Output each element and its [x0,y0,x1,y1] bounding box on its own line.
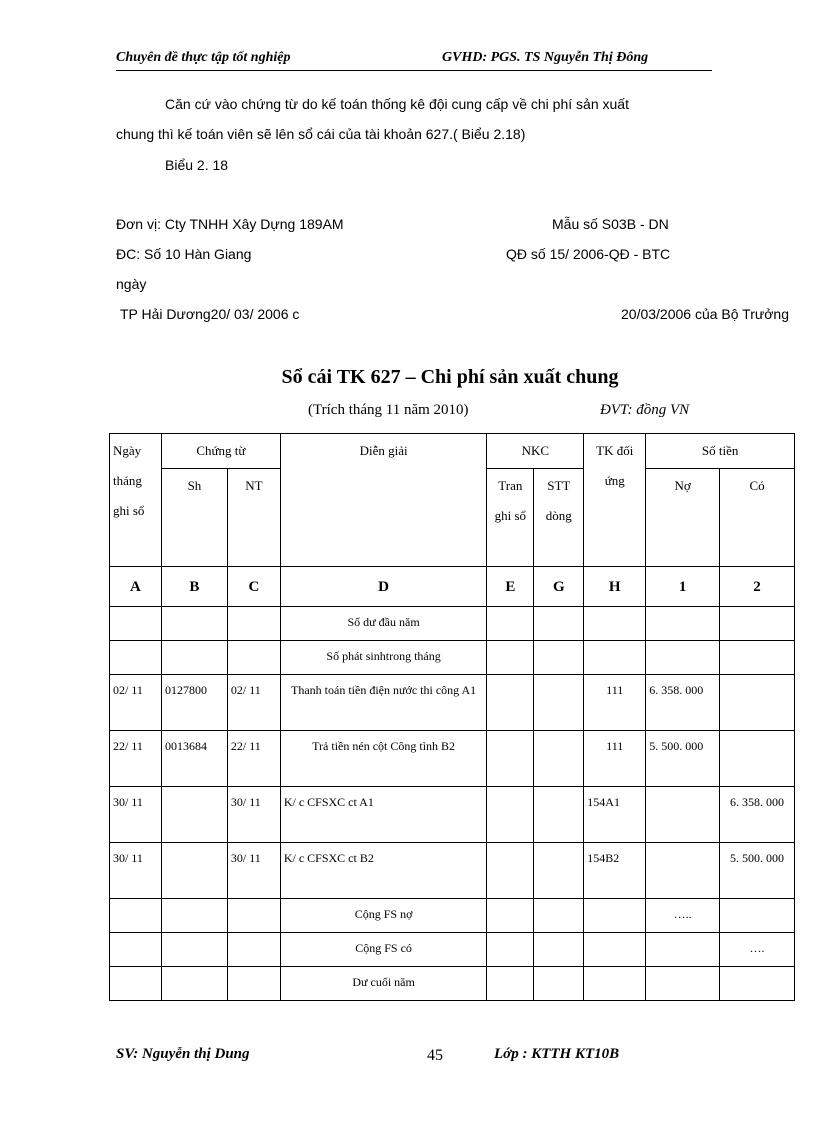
cell-debit [646,641,720,675]
cell-page [487,731,534,787]
decision-number: QĐ số 15/ 2006-QĐ - BTC [506,246,671,262]
page-header [116,48,712,71]
cell-date [110,899,162,933]
ledger-table [109,433,795,1001]
cell-debit [646,843,720,899]
cell-date: 02/ 11 [110,675,162,731]
code-d: D [280,567,487,607]
cell-line [534,843,584,899]
cell-date [110,641,162,675]
col-debit-header: Nợ [646,469,720,567]
cell-sh [161,899,227,933]
page-number: 45 [427,1047,443,1064]
cell-date: 30/ 11 [110,843,162,899]
cell-nt [227,607,280,641]
cell-desc: Trả tiền nén cột Công tình B2 [280,731,487,787]
cell-nt: 30/ 11 [227,787,280,843]
date-label: ngày [116,276,147,292]
cell-acct [584,899,646,933]
col-page-header: Tran ghi sổ [487,469,534,567]
cell-nt [227,641,280,675]
cell-desc: K/ c CFSXC ct B2 [280,843,487,899]
code-2: 2 [720,567,795,607]
cell-acct: 111 [584,731,646,787]
cell-credit [720,731,795,787]
cell-page [487,607,534,641]
cell-credit [720,675,795,731]
col-account-header: TK đối ứng [584,434,646,567]
cell-sh [161,933,227,967]
cell-credit [720,899,795,933]
cell-sh [161,641,227,675]
header-topic: Chuyên đề thực tập tốt nghiệp [116,50,291,65]
code-h: H [584,567,646,607]
cell-line [534,675,584,731]
ledger-title: Sổ cái TK 627 – Chi phí sản xuất chung [281,366,619,388]
table-row [110,899,795,933]
cell-acct [584,641,646,675]
cell-desc: Dư cuối năm [280,967,487,1001]
cell-credit: 6. 358. 000 [720,787,795,843]
ministry-date: 20/03/2006 của Bộ Trưởng [621,306,789,322]
cell-page [487,933,534,967]
cell-date [110,967,162,1001]
cell-acct [584,967,646,1001]
col-nt-header: NT [227,469,280,567]
class-name: Lớp : KTTH KT10B [494,1046,620,1062]
cell-sh [161,787,227,843]
cell-nt: 02/ 11 [227,675,280,731]
cell-desc: K/ c CFSXC ct A1 [280,787,487,843]
col-date-header: Ngày tháng ghi sổ [110,434,162,567]
cell-desc: Số dư đầu năm [280,607,487,641]
code-a: A [110,567,162,607]
cell-line [534,787,584,843]
cell-acct [584,933,646,967]
cell-page [487,843,534,899]
cell-line [534,607,584,641]
cell-debit: 5. 500. 000 [646,731,720,787]
cell-date [110,933,162,967]
table-row [110,967,795,1001]
cell-debit [646,787,720,843]
cell-page [487,899,534,933]
cell-nt: 22/ 11 [227,731,280,787]
table-row [110,787,795,843]
table-row [110,607,795,641]
cell-page [487,641,534,675]
code-g: G [534,567,584,607]
cell-credit: 5. 500. 000 [720,843,795,899]
col-credit-header: Có [720,469,795,567]
code-e: E [487,567,534,607]
code-b: B [161,567,227,607]
unit-address: ĐC: Số 10 Hàn Giang [116,246,252,262]
cell-sh [161,843,227,899]
cell-debit [646,967,720,1001]
cell-sh: 0127800 [161,675,227,731]
cell-debit: 6. 358. 000 [646,675,720,731]
cell-debit: ….. [646,899,720,933]
unit-name: Đơn vị: Cty TNHH Xây Dựng 189AM [116,216,344,232]
cell-desc: Cộng FS có [280,933,487,967]
cell-line [534,641,584,675]
cell-page [487,675,534,731]
figure-caption: Biểu 2. 18 [165,157,229,173]
table-row [110,675,795,731]
cell-credit [720,607,795,641]
col-amount-header: Số tiền [646,434,795,469]
table-row [110,843,795,899]
cell-line [534,967,584,1001]
cell-line [534,933,584,967]
form-number: Mẫu số S03B - DN [552,216,669,232]
cell-sh: 0013684 [161,731,227,787]
code-c: C [227,567,280,607]
cell-acct [584,607,646,641]
cell-page [487,967,534,1001]
cell-line [534,899,584,933]
cell-acct: 154A1 [584,787,646,843]
col-line-header: STT dòng [534,469,584,567]
intro-line-1: Căn cứ vào chứng từ do kế toán thống kê đội cung cấp về chi phí sản xuất [165,96,629,112]
header-row-1 [110,434,795,469]
cell-date: 30/ 11 [110,787,162,843]
cell-nt [227,899,280,933]
table-row [110,933,795,967]
cell-nt [227,967,280,1001]
column-code-row [110,567,795,607]
col-voucher-header: Chứng từ [161,434,280,469]
cell-date: 22/ 11 [110,731,162,787]
student-name: SV: Nguyễn thị Dung [116,1046,250,1062]
currency-unit: ĐVT: đồng VN [600,402,690,418]
col-nkc-header: NKC [487,434,584,469]
col-sh-header: Sh [161,469,227,567]
intro-line-2: chung thì kế toán viên sẽ lên sổ cái của tài khoản 627.( Biểu 2.18) [116,126,526,142]
cell-page [487,787,534,843]
header-supervisor: GVHD: PGS. TS Nguyễn Thị Đông [442,50,649,65]
cell-desc: Số phát sinhtrong tháng [280,641,487,675]
cell-debit [646,933,720,967]
cell-credit [720,641,795,675]
cell-desc: Cộng FS nợ [280,899,487,933]
cell-acct: 111 [584,675,646,731]
cell-debit [646,607,720,641]
cell-date [110,607,162,641]
cell-desc: Thanh toán tiền điện nước thi công A1 [280,675,487,731]
col-desc-header: Diễn giải [280,434,487,567]
cell-credit: …. [720,933,795,967]
table-row [110,641,795,675]
cell-credit [720,967,795,1001]
cell-acct: 154B2 [584,843,646,899]
ledger-period: (Trích tháng 11 năm 2010) [308,402,469,418]
cell-sh [161,607,227,641]
cell-sh [161,967,227,1001]
code-1: 1 [646,567,720,607]
cell-nt: 30/ 11 [227,843,280,899]
cell-line [534,731,584,787]
cell-nt [227,933,280,967]
place-date: TP Hải Dương20/ 03/ 2006 c [120,306,300,322]
table-row [110,731,795,787]
ledger-body [110,607,795,1001]
